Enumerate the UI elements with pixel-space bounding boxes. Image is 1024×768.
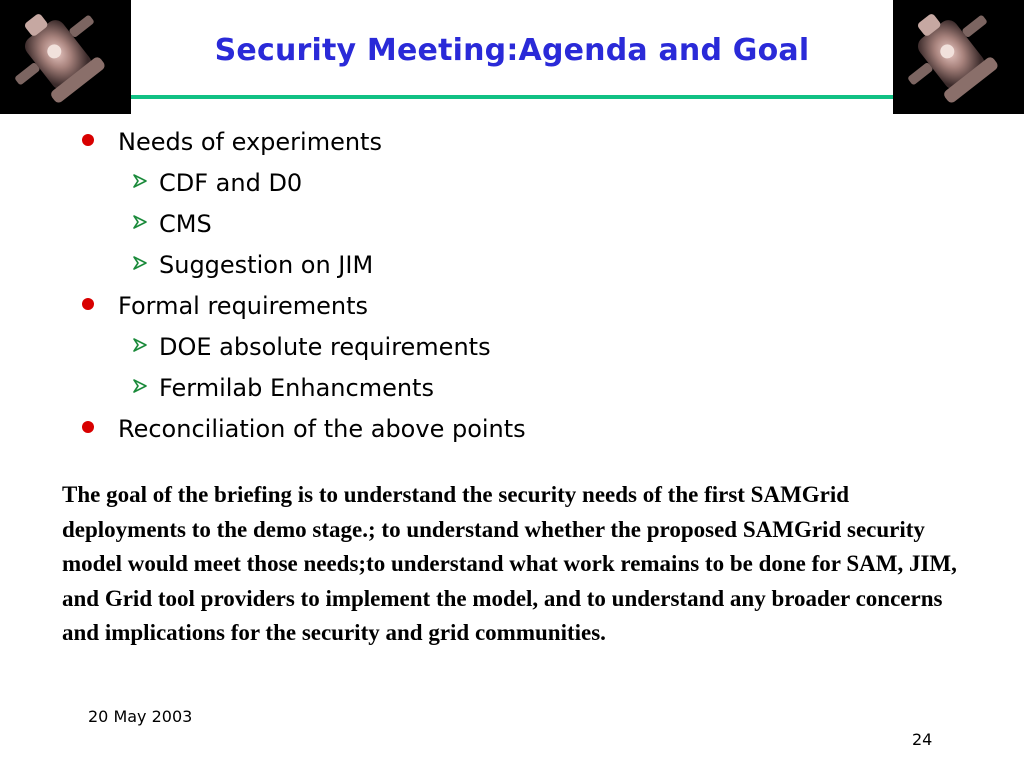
agenda-item	[80, 122, 382, 162]
agenda-item	[80, 286, 368, 326]
title-divider	[131, 95, 893, 99]
agenda-item-text: Formal requirements	[118, 292, 369, 320]
footer-date: 20 May 2003	[88, 707, 193, 726]
logo-left	[0, 0, 131, 114]
bullet-dot-icon	[82, 421, 94, 433]
arrow-bullet-icon	[132, 173, 148, 189]
slide-title: Security Meeting:Agenda and Goal	[214, 33, 810, 68]
agenda-subitem	[132, 368, 434, 408]
arrow-bullet-icon	[132, 214, 148, 230]
goal-paragraph: The goal of the briefing is to understand the security needs of the first SAMGrid deployments to the demo stage.; to understand whether the proposed SAMGrid security model would meet those needs;to understand what work remains to be done for SAM, JIM, and Grid tool providers to implement the model, and to understand any broader concerns and implications for the security and grid communities.	[62, 482, 957, 645]
satellite-photo-icon	[893, 0, 1024, 114]
arrow-bullet-icon	[132, 255, 148, 271]
agenda-subitem-text: Suggestion on JIM	[159, 251, 374, 279]
arrow-bullet-icon	[132, 378, 148, 394]
agenda-subitem	[132, 204, 212, 244]
agenda-item-text: Reconciliation of the above points	[118, 415, 526, 443]
agenda-subitem-text: CDF and D0	[159, 169, 303, 197]
agenda-subitem-text: Fermilab Enhancments	[159, 374, 434, 402]
agenda-subitem-text: CMS	[159, 210, 212, 238]
bullet-dot-icon	[82, 134, 94, 146]
agenda-subitem	[132, 163, 302, 203]
arrow-bullet-icon	[132, 337, 148, 353]
bullet-dot-icon	[82, 298, 94, 310]
satellite-photo-icon	[0, 0, 131, 114]
agenda-item-text: Needs of experiments	[118, 128, 382, 156]
agenda-subitem	[132, 245, 373, 285]
agenda-subitem-text: DOE absolute requirements	[159, 333, 491, 361]
logo-right	[893, 0, 1024, 114]
agenda-item	[80, 409, 526, 449]
page-number: 24	[912, 730, 933, 749]
agenda-subitem	[132, 327, 491, 367]
